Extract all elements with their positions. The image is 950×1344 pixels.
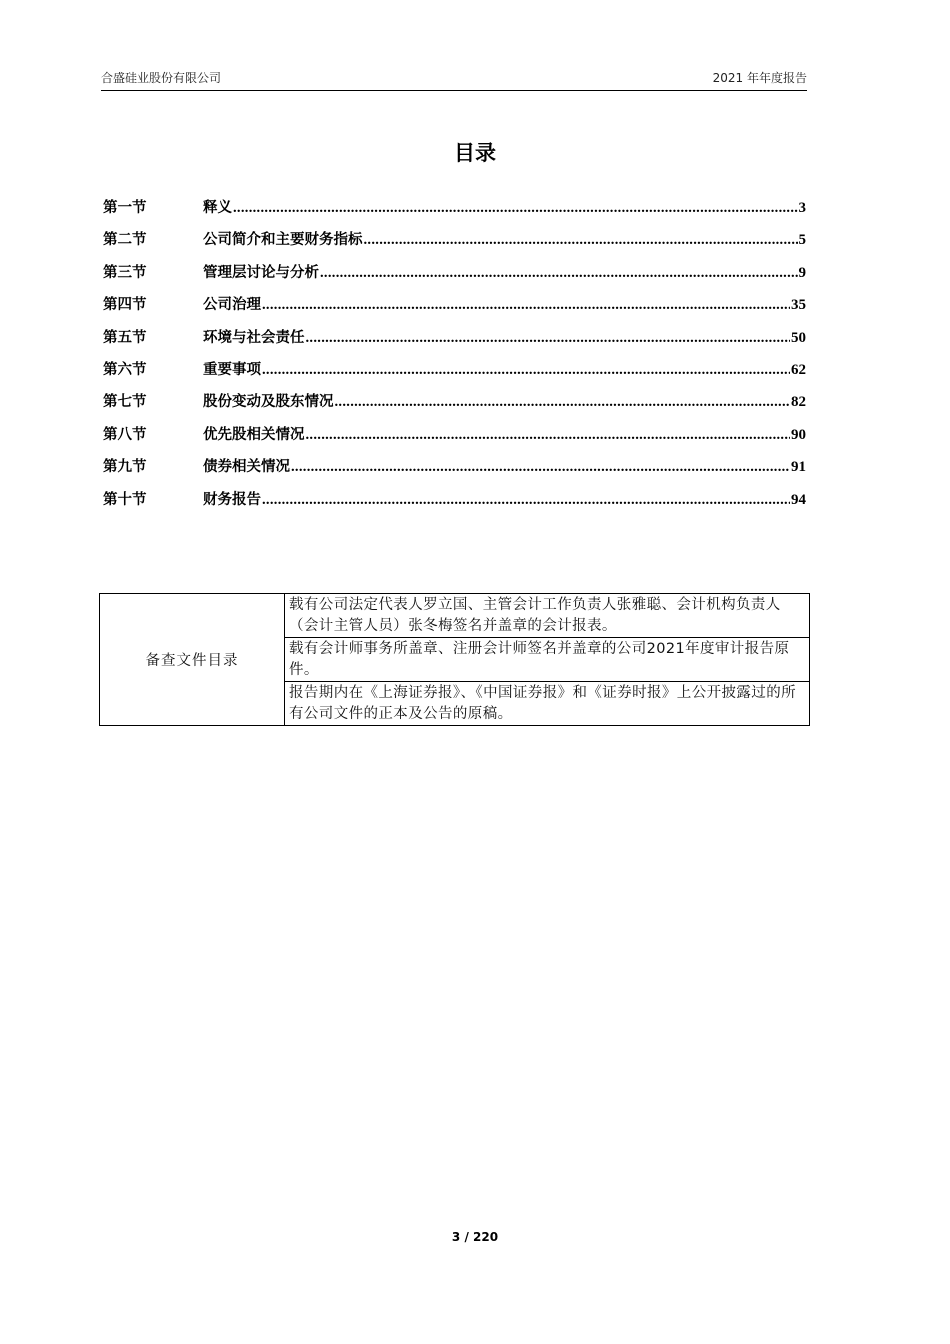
reference-documents-table (99, 593, 810, 726)
toc-page: 90 (791, 426, 806, 443)
toc-section: 第八节 (103, 426, 147, 443)
toc-page: 9 (798, 264, 806, 281)
toc-entry[interactable] (103, 326, 806, 358)
reference-document-item: 载有会计师事务所盖章、注册会计师签名并盖章的公司2021年度审计报告原件。 (285, 638, 810, 682)
toc-section: 第二节 (103, 232, 147, 249)
toc-title: 目录 (454, 141, 496, 165)
toc-page: 35 (791, 297, 806, 314)
toc-section: 第六节 (103, 361, 147, 378)
toc-leader (320, 265, 798, 282)
toc-section: 第三节 (103, 264, 147, 281)
toc-page: 94 (791, 491, 806, 508)
toc-page: 91 (791, 459, 806, 476)
toc-name: 债券相关情况 (203, 459, 290, 476)
table-row (100, 594, 810, 638)
toc-leader (262, 297, 790, 314)
toc-page: 50 (791, 329, 806, 346)
toc-name: 股份变动及股东情况 (203, 394, 334, 411)
toc-page: 82 (791, 394, 806, 411)
toc-page: 62 (791, 361, 806, 378)
toc-section: 第九节 (103, 459, 147, 476)
page-number: 3 / 220 (451, 1230, 499, 1244)
toc-page: 3 (798, 200, 806, 216)
toc-leader (291, 459, 790, 476)
toc-name: 公司治理 (203, 297, 261, 314)
toc-entry[interactable] (103, 261, 806, 293)
toc-entry[interactable] (103, 455, 806, 487)
toc-name: 环境与社会责任 (203, 329, 305, 346)
toc-name: 优先股相关情况 (203, 426, 305, 443)
toc-leader (306, 427, 791, 444)
toc-leader (335, 394, 791, 411)
report-title: 2021 年年度报告 (712, 71, 807, 85)
toc-entry[interactable] (103, 196, 806, 228)
toc-name: 财务报告 (203, 491, 261, 508)
toc-name: 重要事项 (203, 361, 261, 378)
toc-section: 第五节 (103, 329, 147, 346)
toc-leader (262, 492, 790, 509)
toc-name: 释义 (203, 200, 232, 216)
toc-leader (364, 232, 798, 249)
reference-document-item: 报告期内在《上海证券报》、《中国证券报》和《证券时报》上公开披露过的所有公司文件的正本及公告的原稿。 (285, 682, 810, 726)
toc-page: 5 (798, 232, 806, 249)
toc-entry[interactable] (103, 293, 806, 325)
toc-section: 第一节 (103, 200, 147, 216)
company-name: 合盛硅业股份有限公司 (101, 71, 222, 85)
toc-name: 公司简介和主要财务指标 (203, 232, 363, 249)
toc-section: 第七节 (103, 394, 147, 411)
toc-section: 第十节 (103, 491, 147, 508)
table-of-contents (103, 196, 806, 520)
reference-documents-label: 备查文件目录 (100, 594, 285, 726)
page-header (101, 66, 807, 91)
toc-leader (262, 362, 790, 379)
toc-leader (306, 330, 791, 347)
toc-name: 管理层讨论与分析 (203, 264, 319, 281)
toc-entry[interactable] (103, 423, 806, 455)
toc-entry[interactable] (103, 228, 806, 260)
reference-document-item: 载有公司法定代表人罗立国、主管会计工作负责人张雅聪、会计机构负责人（会计主管人员）张冬梅签名并盖章的会计报表。 (285, 594, 810, 638)
toc-section: 第四节 (103, 297, 147, 314)
toc-leader (233, 200, 798, 217)
toc-entry[interactable] (103, 488, 806, 520)
toc-entry[interactable] (103, 358, 806, 390)
toc-entry[interactable] (103, 390, 806, 422)
